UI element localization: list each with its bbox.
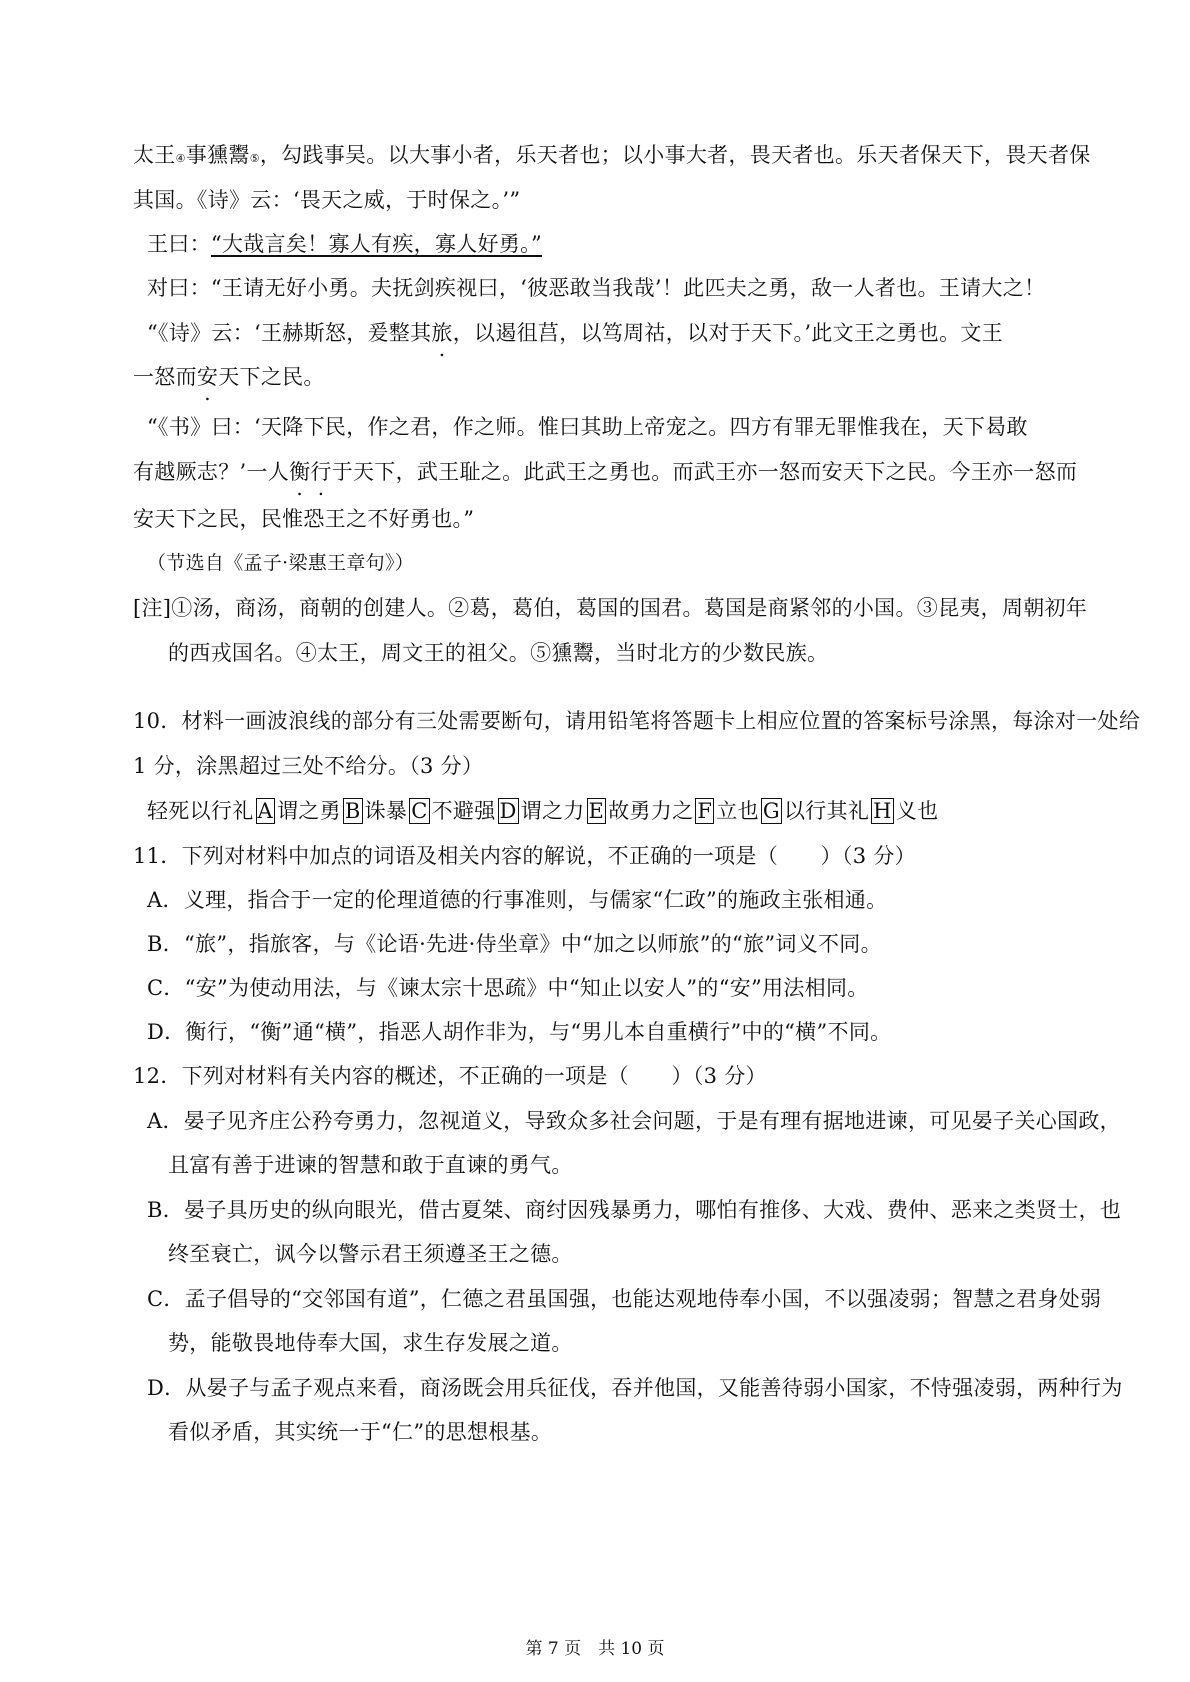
passage-line: 其国。《诗》云：‘畏天之威，于时保之。’”: [133, 188, 521, 212]
option-d-cont: 看似矛盾，其实统一于“仁”的思想根基。: [168, 1420, 553, 1444]
text: 有越厥志？’一人: [133, 460, 290, 484]
text: 王曰：: [147, 232, 211, 256]
note-line: [注]①汤，商汤，商朝的创建人。②葛，葛伯，葛国的国君。葛国是商紧邻的小国。③昆夷，周朝初年: [133, 596, 1088, 620]
option-d: D．从晏子与孟子观点来看，商汤既会用兵征伐，吞并他国，又能善待弱小国家，不恃强凌弱，两种行为: [147, 1376, 1123, 1400]
option-c: C．“安”为使动用法，与《谏太宗十思疏》中“知止以安人”的“安”用法相同。: [147, 976, 869, 1000]
option-b: B．晏子具历史的纵向眼光，借古夏桀、商纣因残暴勇力，哪怕有推侈、大戏、费仲、恶来之类贤士，也: [147, 1198, 1122, 1222]
text: 于天下，武王耻之。此武王之勇也。而武王亦一怒而安天下之民。今王亦一怒而: [331, 460, 1078, 484]
answer-box-d[interactable]: D: [499, 799, 517, 823]
question-10-stem: 1 分，涂黑超过三处不给分。（3 分）: [133, 754, 484, 778]
answer-box-e[interactable]: E: [588, 799, 605, 823]
passage-line: “《书》曰：‘天降下民，作之君，作之师。惟曰其助上帝宠之。四方有罪无罪惟我在，天下曷敢: [147, 415, 1028, 439]
passage-line: 对曰：“王请无好小勇。夫抚剑疾视曰，‘彼恶敢当我哉’！此匹夫之勇，敌一人者也。王请大之！: [147, 276, 1046, 300]
option-a: A．晏子见齐庄公矜夸勇力，忽视道义，导致众多社会问题，于是有理有据地进谏，可见晏子关心国政，: [147, 1109, 1121, 1133]
answer-box-b[interactable]: B: [344, 799, 361, 823]
text: 轻死以行礼: [147, 799, 254, 823]
option-d: D．衡行，“衡”通“横”，指恶人胡作非为，与“男儿本自重横行”中的“横”不同。: [147, 1020, 892, 1044]
dotted-word: 安: [196, 365, 219, 389]
text: ，以遏徂莒，以笃周祜，以对于天下。’此文王之勇也。文王: [452, 321, 1004, 345]
passage-line: [133, 457, 1077, 487]
text: 立也: [716, 799, 759, 823]
dotted-word: 衡: [289, 460, 311, 484]
passage-line: [133, 362, 325, 392]
answer-box-a[interactable]: A: [257, 799, 273, 823]
page-number-footer: 第 7 页 共 10 页: [525, 1639, 665, 1659]
dotted-word: 行: [310, 460, 332, 484]
text: “《诗》云：‘王赫斯怒，爰整其: [147, 321, 432, 345]
option-a-cont: 且富有善于进谏的智慧和敢于直谏的勇气。: [168, 1153, 573, 1177]
question-12-stem: 12．下列对材料有关内容的概述，不正确的一项是（ ）（3 分）: [133, 1064, 767, 1088]
note-line: 的西戎国名。④太王，周文王的祖父。⑤獯鬻，当时北方的少数民族。: [168, 641, 829, 665]
option-a: A．义理，指合于一定的伦理道德的行事准则，与儒家“仁政”的施政主张相通。: [147, 888, 888, 912]
text: 义也: [895, 799, 939, 823]
text: 谓之力: [520, 799, 585, 823]
option-c-cont: 势，能敬畏地侍奉大国，求生存发展之道。: [168, 1331, 573, 1355]
passage-line: [147, 318, 1003, 348]
question-10-options: [147, 796, 938, 826]
option-b: B．“旅”，指旅客，与《论语·先进·侍坐章》中“加之以师旅”的“旅”词义不同。: [147, 932, 882, 956]
text: 一怒而: [133, 365, 197, 389]
passage-line: [133, 140, 1091, 174]
answer-box-g[interactable]: G: [762, 799, 780, 823]
footnote-mark: ④: [175, 152, 186, 165]
dotted-word: 旅: [431, 321, 453, 345]
text: 太王: [133, 143, 176, 167]
option-b-cont: 终至衰亡，讽今以警示君王须遵圣王之德。: [168, 1242, 573, 1266]
answer-box-c[interactable]: C: [411, 799, 428, 823]
passage-line: 安天下之民，民惟恐王之不好勇也。”: [133, 507, 475, 531]
source-line: （节选自《孟子·梁惠王章句》）: [147, 552, 415, 574]
underlined-sentence: “大哉言矣！寡人有疾，寡人好勇。”: [210, 232, 542, 256]
text: 天下之民。: [218, 365, 325, 389]
answer-box-h[interactable]: H: [873, 799, 892, 823]
option-c: C．孟子倡导的“交邻国有道”，仁德之君虽国强，也能达观地侍奉小国，不以强凌弱；智慧之君身处弱: [147, 1287, 1102, 1311]
passage-line: [147, 229, 542, 259]
text: 事獯鬻: [185, 143, 250, 167]
text: ，勾践事吴。以大事小者，乐天者也；以小事大者，畏天者也。乐天者保天下，畏天者保: [259, 143, 1091, 167]
text: 不避强: [431, 799, 496, 823]
question-10-stem: 10．材料一画波浪线的部分有三处需要断句，请用铅笔将答题卡上相应位置的答案标号涂黑，每涂对一处给: [133, 709, 1141, 733]
question-11-stem: 11．下列对材料中加点的词语及相关内容的解说，不正确的一项是（ ）（3 分）: [133, 844, 916, 868]
text: 诛暴: [364, 799, 408, 823]
text: 以行其礼: [783, 799, 870, 823]
text: 谓之勇: [276, 799, 341, 823]
footnote-mark: ⑤: [249, 152, 260, 165]
answer-box-f[interactable]: F: [697, 799, 713, 823]
text: 故勇力之: [608, 799, 694, 823]
